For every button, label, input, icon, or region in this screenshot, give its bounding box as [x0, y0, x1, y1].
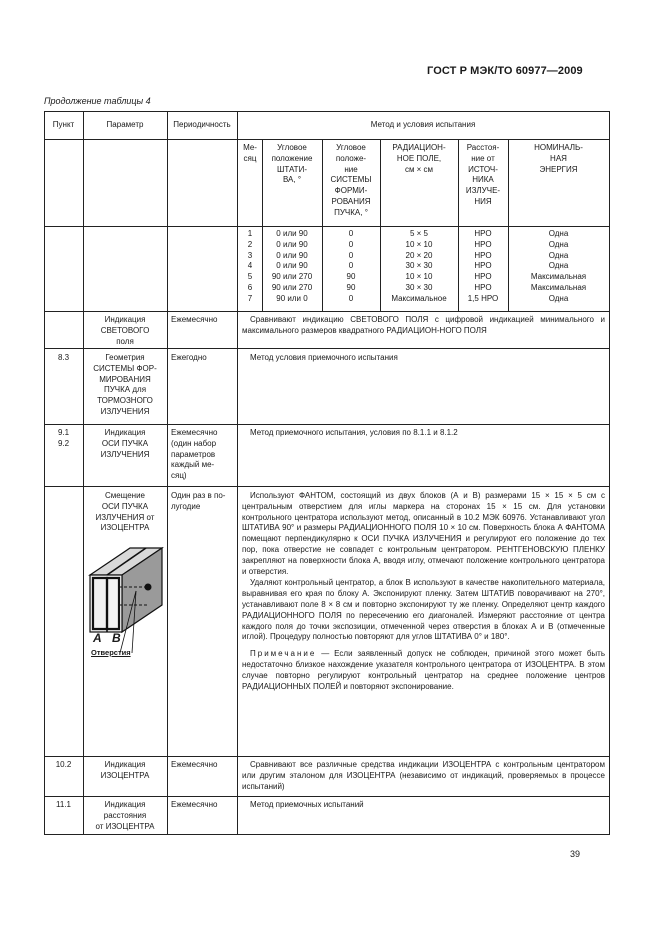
- row-10-2-period: Ежемесячно: [171, 760, 218, 769]
- block-b-label: В: [112, 631, 121, 645]
- subtable-cell: НРО: [474, 239, 492, 249]
- method-paragraph-2: Удаляют контрольный центратор, а блок В используют в качестве накопительного материала, выравнивая его края по блоку А. Экспонируют пленку. Затем ШТАТИВ поворачивают на 270°, устанавливают поле 8 × 8 см и повторно экспонируют ту же пленку. Определяют центр каждого РАДИАЦИОННОГО ПОЛЯ по пересечению его диагоналей. Измеряют расстояние от центра каждого поля до точки экспозиции, отмеченной через отверстия в блоках А и В (отмеченные иглой). Процедуру полностью повторяют для углов ШТАТИВА 0° и 180°.: [242, 578, 605, 642]
- subtable-cell: 1: [247, 229, 253, 238]
- row-isocenter-shift-method: [242, 491, 605, 692]
- subtable-cell: Максимальное: [391, 293, 447, 303]
- subtable-cell: 0: [348, 261, 354, 271]
- subtable-cell: 10 × 10: [405, 272, 433, 282]
- page-number: 39: [570, 849, 581, 859]
- row-11-1-item: 11.1: [56, 800, 71, 809]
- subtable-cell: 0 или 90: [276, 261, 308, 271]
- row-9-period: Ежемесячно (один набор параметров каждый ме- сяц): [171, 428, 218, 481]
- row-isocenter-shift-parameter: Смещение ОСИ ПУЧКА ИЗЛУЧЕНИЯ от ИЗОЦЕНТРА: [95, 491, 155, 533]
- row-9-item: 9.1 9.2: [57, 428, 70, 448]
- subtable-cell: 2: [247, 239, 253, 249]
- subtable-cell: 7: [247, 293, 253, 303]
- col-header-parameter: Параметр: [106, 120, 144, 129]
- subtable-cell: НРО: [474, 272, 492, 282]
- subtable-cell: 4: [247, 261, 253, 271]
- method-paragraph-1: Используют ФАНТОМ, состоящий из двух блоков (А и В) размерами 15 × 15 × 5 см с центральным отверстием для иглы маркера на сторонах 15 × 15 см. Для установки контрольного центратора используют метод, описанный в 10.2 МЭК 60976. Устанавливают угол ШТАТИВА 90° и размеры РАДИАЦИОННОГО ПОЛЯ 10 × 10 см. Поверхность блока А ФАНТОМА помещают перпендикулярно к ОСИ ПУЧКА ИЗЛУЧЕНИЯ и регулируют его положение до тех пор, пока отверстие не совпадет с контрольным центратором. РЕНТГЕНОВСКУЮ ПЛЕНКУ закрепляют на поверхности блока А, вводя иглу, отмечают положение контрольного центратора и отверстия.: [242, 491, 605, 576]
- subtable-cell: 0: [348, 293, 354, 303]
- subtable-cell: 90 или 270: [271, 282, 313, 292]
- subtable-cell: Одна: [548, 293, 569, 303]
- subtable-cell: 90 или 270: [271, 272, 313, 282]
- table-continuation-label: Продолжение таблицы 4: [44, 96, 151, 106]
- col-header-method: Метод и условия испытания: [370, 120, 476, 129]
- subtable-cell: НРО: [474, 250, 492, 260]
- subheader-month: Ме- сяц: [243, 143, 257, 163]
- subtable-col-energy: [508, 229, 609, 305]
- subtable-cell: Максимальная: [530, 272, 587, 282]
- subtable-cell: 30 × 30: [405, 261, 433, 271]
- row-11-1-parameter: Индикация расстояния от ИЗОЦЕНТРА: [95, 800, 155, 831]
- subtable-cell: 5 × 5: [409, 229, 428, 238]
- row-10-2-parameter: Индикация ИЗОЦЕНТРА: [100, 760, 150, 780]
- row-8-3-item: 8.3: [57, 353, 70, 362]
- row-8-3-parameter: Геометрия СИСТЕМЫ ФОР- МИРОВАНИЯ ПУЧКА для ТОРМОЗНОГО ИЗЛУЧЕНИЯ: [93, 353, 157, 416]
- row-11-1-method: Метод приемочных испытаний: [250, 800, 364, 809]
- holes-label: Отверстия: [91, 648, 131, 657]
- subheader-field-size: РАДИАЦИОН- НОЕ ПОЛЕ, см × см: [392, 143, 446, 174]
- subheader-nominal-energy: НОМИНАЛЬ- НАЯ ЭНЕРГИЯ: [534, 143, 583, 174]
- subtable-cell: НРО: [474, 229, 492, 238]
- row-9-method: Метод приемочного испытания, условия по 8.1.1 и 8.1.2: [250, 428, 458, 437]
- row-8-3-period: Ежегодно: [171, 353, 207, 362]
- row-light-field-period: Ежемесячно: [171, 315, 218, 324]
- subtable-cell: НРО: [474, 261, 492, 271]
- subtable-cell: 90: [346, 282, 356, 292]
- subtable-col-field: [380, 229, 458, 305]
- document-title: ГОСТ Р МЭК/ТО 60977—2009: [427, 65, 583, 77]
- subtable-cell: Одна: [548, 229, 569, 238]
- block-a-label: А: [93, 631, 102, 645]
- subtable-cell: Одна: [548, 261, 569, 271]
- subheader-gantry-angle: Угловое положение ШТАТИ- ВА, °: [271, 143, 313, 185]
- subtable-col-month: [238, 229, 262, 305]
- subtable-cell: 90 или 0: [276, 293, 308, 303]
- subtable-cell: 0: [348, 250, 354, 260]
- subtable-cell: 90: [346, 272, 356, 282]
- row-light-field-parameter: Индикация СВЕТОВОГО поля: [100, 315, 150, 346]
- subtable-cell: 0 или 90: [276, 250, 308, 260]
- row-light-field-method: Сравнивают индикацию СВЕТОВОГО ПОЛЯ с цифровой индикацией минимального и максимального размеров квадратного РАДИАЦИОН-НОГО ПОЛЯ: [242, 315, 605, 335]
- col-header-period: Периодичность: [173, 120, 231, 129]
- subtable-col-distance: [458, 229, 508, 305]
- subheader-source-distance: Расстоя- ние от ИСТОЧ- НИКА ИЗЛУЧЕ- НИЯ: [465, 143, 501, 206]
- subtable-col-collimator: [322, 229, 380, 305]
- subtable-cell: Одна: [548, 250, 569, 260]
- subtable-cell: 6: [247, 282, 253, 292]
- subtable-cell: 0 или 90: [276, 229, 308, 238]
- subtable-cell: НРО: [474, 282, 492, 292]
- row-10-2-method: Сравнивают все различные средства индикации ИЗОЦЕНТРА с контрольным центратором или другим эталоном для ИЗОЦЕНТРА (независимо от индикаций, проверяемых в процессе испытаний): [242, 760, 605, 791]
- row-isocenter-shift-period: Один раз в по- лугодие: [171, 491, 226, 511]
- subtable-cell: 1,5 НРО: [467, 293, 499, 303]
- subtable-cell: 5: [247, 272, 253, 282]
- subtable-cell: 0 или 90: [276, 239, 308, 249]
- subtable-cell: Одна: [548, 239, 569, 249]
- row-9-parameter: Индикация ОСИ ПУЧКА ИЗЛУЧЕНИЯ: [100, 428, 150, 459]
- row-8-3-method: Метод условия приемочного испытания: [250, 353, 398, 362]
- method-note: Примечание — Если заявленный допуск не соблюден, причиной этого может быть недостаточно близкое нахождение указателя контрольного центратора от ИЗОЦЕНТРА. В этом случае повторно регулируют контрольный центратор на среднее положение центров РАДИАЦИОННЫХ ПОЛЕЙ и повторяют экспонирование.: [242, 649, 605, 691]
- subtable-cell: 3: [247, 250, 253, 260]
- subtable-cell: Максимальная: [530, 282, 587, 292]
- subtable-cell: 10 × 10: [405, 239, 433, 249]
- subheader-collimator-angle: Угловое положе- ние СИСТЕМЫ ФОРМИ- РОВАНИЯ ПУЧКА, °: [330, 143, 372, 217]
- subtable-col-gantry: [262, 229, 322, 305]
- subtable-cell: 30 × 30: [405, 282, 433, 292]
- row-10-2-item: 10.2: [55, 760, 72, 769]
- row-11-1-period: Ежемесячно: [171, 800, 218, 809]
- col-header-item: Пункт: [52, 120, 75, 129]
- subtable-cell: 0: [348, 239, 354, 249]
- subtable-cell: 0: [348, 229, 354, 238]
- subtable-cell: 20 × 20: [405, 250, 433, 260]
- phantom-figure: [86, 545, 166, 669]
